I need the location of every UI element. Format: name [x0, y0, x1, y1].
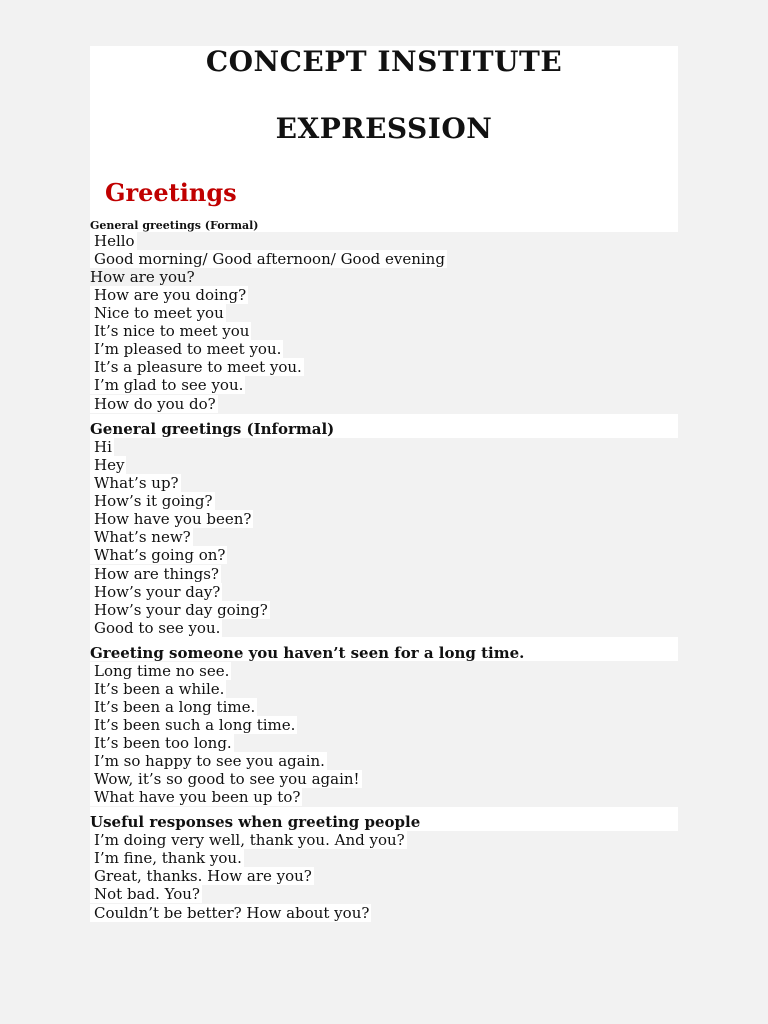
list-item: Not bad. You? [90, 885, 202, 903]
list-item: Good to see you. [90, 619, 222, 637]
greetings-heading: Greetings [105, 178, 237, 207]
list-item: It’s been a while. [90, 680, 226, 698]
institute-title: CONCEPT INSTITUTE [205, 45, 563, 78]
list-item: Hello [90, 232, 137, 250]
section-title-informal: General greetings (Informal) [90, 420, 335, 438]
list-item: Good morning/ Good afternoon/ Good evening [90, 250, 447, 268]
list-item: I’m pleased to meet you. [90, 340, 283, 358]
list-item: I’m glad to see you. [90, 376, 245, 394]
list-item: What’s new? [90, 528, 193, 546]
list-item: It’s nice to meet you [90, 322, 251, 340]
list-item: How are you? [90, 268, 195, 286]
list-item: I’m doing very well, thank you. And you? [90, 831, 407, 849]
list-item: What’s up? [90, 474, 181, 492]
list-item: How are you doing? [90, 286, 248, 304]
list-item: I’m fine, thank you. [90, 849, 244, 867]
list-item: Couldn’t be better? How about you? [90, 904, 371, 922]
list-item: Hi [90, 438, 114, 456]
section-title-responses: Useful responses when greeting people [90, 813, 421, 831]
list-item: How’s your day? [90, 583, 222, 601]
list-item: How have you been? [90, 510, 253, 528]
section-title-formal: General greetings (Formal) [90, 219, 259, 232]
document-title: EXPRESSION [275, 112, 493, 145]
list-item: It’s been too long. [90, 734, 234, 752]
list-item: Great, thanks. How are you? [90, 867, 314, 885]
list-item: It’s a pleasure to meet you. [90, 358, 304, 376]
list-item: How do you do? [90, 395, 218, 413]
list-item: What have you been up to? [90, 788, 302, 806]
list-item: How’s it going? [90, 492, 215, 510]
list-item: Wow, it’s so good to see you again! [90, 770, 362, 788]
list-item: How are things? [90, 565, 221, 583]
list-item: It’s been a long time. [90, 698, 257, 716]
list-item: I’m so happy to see you again. [90, 752, 327, 770]
list-item: Long time no see. [90, 662, 231, 680]
list-item: What’s going on? [90, 546, 227, 564]
section-title-long-time: Greeting someone you haven’t seen for a long time. [90, 644, 525, 662]
list-item: How’s your day going? [90, 601, 270, 619]
list-item: It’s been such a long time. [90, 716, 297, 734]
list-item: Nice to meet you [90, 304, 226, 322]
list-item: Hey [90, 456, 126, 474]
